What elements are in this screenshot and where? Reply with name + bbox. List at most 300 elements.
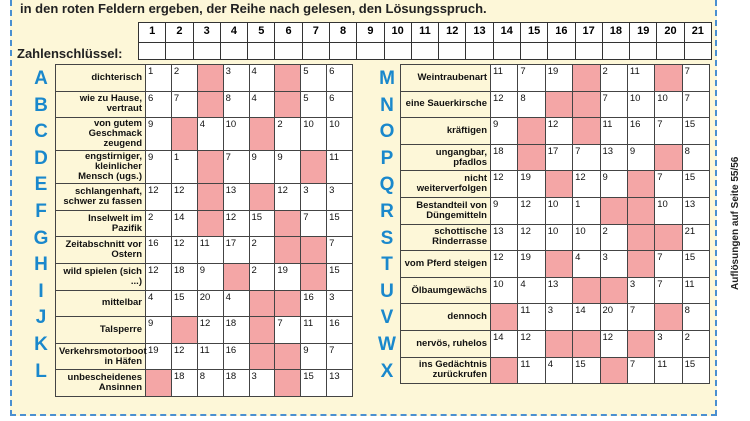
clue-text: Inselwelt im Pazifik	[56, 210, 146, 237]
clue-text: eine Sauerkirsche	[401, 91, 491, 118]
answer-cell[interactable]: 1	[171, 151, 197, 184]
key-solution-cell[interactable]	[439, 43, 466, 60]
solution-cell[interactable]	[197, 65, 223, 92]
clue-row	[401, 357, 710, 384]
answer-cell[interactable]: 15	[301, 370, 327, 397]
solution-cell[interactable]	[600, 197, 627, 224]
solution-cell[interactable]	[301, 151, 327, 184]
row-letter: G	[33, 227, 49, 249]
answer-cell[interactable]: 2	[146, 210, 172, 237]
answer-cell[interactable]: 16	[223, 343, 249, 370]
clue-text: Talsperre	[56, 317, 146, 344]
answer-cell[interactable]: 7	[627, 357, 654, 384]
key-solution-cell[interactable]	[193, 43, 220, 60]
answer-cell[interactable]: 7	[655, 251, 682, 278]
solution-cell[interactable]	[275, 343, 301, 370]
answer-cell[interactable]: 7	[301, 210, 327, 237]
answer-cell[interactable]: 3	[627, 277, 654, 304]
clue-text: ungangbar, pfadlos	[401, 144, 491, 171]
clue-text: nicht weiterverfolgen	[401, 171, 491, 198]
row-letter: J	[35, 307, 47, 329]
answer-cell[interactable]: 14	[491, 330, 518, 357]
key-number: 4	[220, 23, 247, 43]
key-solution-cell[interactable]	[248, 43, 275, 60]
answer-cell[interactable]: 2	[275, 118, 301, 151]
solution-cell[interactable]	[627, 171, 654, 198]
answer-cell[interactable]: 8	[518, 91, 545, 118]
answer-cell[interactable]: 7	[171, 91, 197, 118]
answer-cell[interactable]: 4	[249, 91, 275, 118]
answer-cell[interactable]: 15	[327, 210, 353, 237]
clue-row	[56, 263, 353, 290]
clue-row	[401, 118, 710, 145]
answer-cell[interactable]: 16	[627, 118, 654, 145]
key-number: 10	[384, 23, 411, 43]
answer-cell[interactable]: 8	[682, 304, 709, 331]
solution-cell[interactable]	[545, 91, 572, 118]
clue-text: wild spielen (sich ...)	[56, 263, 146, 290]
row-letter: H	[34, 254, 48, 276]
answer-cell[interactable]: 9	[146, 151, 172, 184]
key-label: Zahlenschlüssel:	[17, 46, 123, 61]
answer-cell[interactable]: 5	[301, 65, 327, 92]
key-number: 13	[466, 23, 493, 43]
key-number: 5	[248, 23, 275, 43]
answer-cell[interactable]: 7	[655, 171, 682, 198]
solution-cell[interactable]	[275, 237, 301, 264]
answer-cell[interactable]: 8	[197, 370, 223, 397]
key-number: 9	[357, 23, 384, 43]
answer-cell[interactable]: 2	[249, 263, 275, 290]
clue-text: Bestandteil von Düngemitteln	[401, 197, 491, 224]
answer-cell[interactable]: 2	[171, 65, 197, 92]
clue-row	[56, 370, 353, 397]
answer-cell[interactable]: 9	[275, 151, 301, 184]
solution-cell[interactable]	[197, 151, 223, 184]
answer-cell[interactable]: 10	[223, 118, 249, 151]
solution-cell[interactable]	[573, 91, 600, 118]
key-solution-cell[interactable]	[411, 43, 438, 60]
answer-cell[interactable]: 11	[491, 65, 518, 92]
answer-cell[interactable]: 7	[275, 317, 301, 344]
solution-cell[interactable]	[197, 184, 223, 211]
answer-cell[interactable]: 7	[327, 237, 353, 264]
row-letter: A	[34, 68, 48, 89]
key-number: 18	[602, 23, 629, 43]
answer-cell[interactable]: 4	[197, 118, 223, 151]
answer-cell[interactable]: 7	[327, 343, 353, 370]
key-solution-cell[interactable]	[630, 43, 657, 60]
clue-text: vom Pferd steigen	[401, 251, 491, 278]
answer-cell[interactable]: 18	[171, 263, 197, 290]
answer-cell[interactable]: 13	[491, 224, 518, 251]
row-letter: D	[34, 147, 48, 169]
answer-cell[interactable]: 11	[327, 151, 353, 184]
solution-cell[interactable]	[655, 304, 682, 331]
answer-cell[interactable]: 4	[146, 290, 172, 317]
answer-cell[interactable]: 6	[146, 91, 172, 118]
answer-cell[interactable]: 17	[545, 144, 572, 171]
answer-cell[interactable]: 15	[682, 171, 709, 198]
clue-row	[401, 251, 710, 278]
clue-row	[401, 277, 710, 304]
row-letter: T	[381, 254, 393, 276]
answer-cell[interactable]: 9	[600, 171, 627, 198]
answer-cell[interactable]: 3	[327, 184, 353, 211]
key-number: 17	[575, 23, 602, 43]
answer-cell[interactable]: 11	[197, 343, 223, 370]
key-number: 12	[439, 23, 466, 43]
answer-cell[interactable]: 7	[223, 151, 249, 184]
answer-cell[interactable]: 7	[573, 144, 600, 171]
answer-cell[interactable]: 4	[573, 251, 600, 278]
key-number: 15	[520, 23, 547, 43]
solution-cell[interactable]	[573, 65, 600, 92]
answer-cell[interactable]: 9	[249, 151, 275, 184]
answer-cell[interactable]: 16	[327, 317, 353, 344]
row-letter: C	[34, 121, 48, 143]
solution-cell[interactable]	[275, 65, 301, 92]
clue-text: dennoch	[401, 304, 491, 331]
answer-cell[interactable]: 11	[197, 237, 223, 264]
answer-cell[interactable]: 18	[223, 370, 249, 397]
answer-cell[interactable]: 9	[146, 118, 172, 151]
answer-cell[interactable]: 15	[171, 290, 197, 317]
answer-cell[interactable]: 12	[171, 343, 197, 370]
solution-cell[interactable]	[275, 290, 301, 317]
solution-cell[interactable]	[275, 210, 301, 237]
clue-text: schottische Rinderrasse	[401, 224, 491, 251]
row-letter: O	[379, 121, 395, 143]
answer-cell[interactable]: 15	[682, 118, 709, 145]
row-letter: P	[380, 147, 394, 169]
row-letter: X	[380, 360, 394, 382]
solution-cell[interactable]	[655, 224, 682, 251]
answer-cell[interactable]: 18	[491, 144, 518, 171]
solution-cell[interactable]	[197, 210, 223, 237]
answer-cell[interactable]: 3	[249, 370, 275, 397]
clue-row	[56, 65, 353, 92]
key-solution-cell[interactable]	[493, 43, 520, 60]
clue-row	[56, 151, 353, 184]
key-solution-cell[interactable]	[548, 43, 575, 60]
solution-cell[interactable]	[627, 224, 654, 251]
answer-cell[interactable]: 9	[146, 317, 172, 344]
answer-cell[interactable]: 3	[223, 65, 249, 92]
solution-cell[interactable]	[655, 144, 682, 171]
solution-cell[interactable]	[518, 118, 545, 145]
answer-cell[interactable]: 12	[518, 330, 545, 357]
solution-cell[interactable]	[573, 118, 600, 145]
answer-cell[interactable]: 17	[223, 237, 249, 264]
clue-text: Ölbaumgewächs	[401, 277, 491, 304]
answer-cell[interactable]: 9	[627, 144, 654, 171]
clue-row	[56, 317, 353, 344]
answer-cell[interactable]: 15	[327, 263, 353, 290]
answer-cell[interactable]: 7	[682, 91, 709, 118]
row-letter: N	[380, 94, 394, 116]
solution-cell[interactable]	[249, 184, 275, 211]
answer-cell[interactable]: 15	[573, 357, 600, 384]
answer-cell[interactable]: 4	[223, 290, 249, 317]
key-number: 8	[329, 23, 356, 43]
answer-cell[interactable]: 3	[301, 184, 327, 211]
row-letter: M	[379, 68, 395, 89]
clue-row	[56, 210, 353, 237]
answer-cell[interactable]: 16	[146, 237, 172, 264]
answer-cell[interactable]: 19	[275, 263, 301, 290]
answer-cell[interactable]: 10	[545, 224, 572, 251]
answer-cell[interactable]: 8	[682, 144, 709, 171]
solution-cell[interactable]	[573, 277, 600, 304]
answer-cell[interactable]: 10	[655, 91, 682, 118]
solution-cell[interactable]	[146, 370, 172, 397]
row-letter: S	[380, 227, 394, 249]
key-number: 3	[193, 23, 220, 43]
right-clue-grid	[400, 64, 710, 384]
answer-cell[interactable]: 13	[327, 370, 353, 397]
key-solution-cell[interactable]	[302, 43, 329, 60]
answer-cell[interactable]: 19	[545, 65, 572, 92]
answer-cell[interactable]: 20	[197, 290, 223, 317]
clue-text: Weintraubenart	[401, 65, 491, 92]
answer-cell[interactable]: 16	[301, 290, 327, 317]
answer-cell[interactable]: 7	[518, 65, 545, 92]
answer-cell[interactable]: 3	[545, 304, 572, 331]
key-number: 11	[411, 23, 438, 43]
instruction-text: in den roten Feldern ergeben, der Reihe nach gelesen, den Lösungsspruch.	[20, 1, 487, 16]
answer-cell[interactable]: 19	[518, 171, 545, 198]
answer-cell[interactable]: 12	[223, 210, 249, 237]
answer-cell[interactable]: 10	[301, 118, 327, 151]
key-number: 2	[166, 23, 193, 43]
key-solution-cell[interactable]	[466, 43, 493, 60]
answer-cell[interactable]: 20	[600, 304, 627, 331]
answer-cell[interactable]: 12	[491, 251, 518, 278]
answer-cell[interactable]: 9	[301, 343, 327, 370]
number-key-table	[138, 22, 712, 60]
solution-cell[interactable]	[600, 357, 627, 384]
clue-text: engstirniger, kleinlicher Mensch (ugs.)	[56, 151, 146, 184]
clue-row	[401, 304, 710, 331]
answer-cell[interactable]: 7	[627, 304, 654, 331]
solution-cell[interactable]	[627, 330, 654, 357]
solution-cell[interactable]	[518, 144, 545, 171]
answer-cell[interactable]: 7	[600, 91, 627, 118]
answer-cell[interactable]: 2	[600, 65, 627, 92]
answer-cell[interactable]: 11	[518, 304, 545, 331]
key-solution-cell[interactable]	[357, 43, 384, 60]
key-number: 7	[302, 23, 329, 43]
solution-cell[interactable]	[301, 237, 327, 264]
key-solution-cell[interactable]	[520, 43, 547, 60]
right-letter-column	[375, 66, 399, 385]
left-letter-column	[29, 66, 53, 385]
clue-row	[56, 184, 353, 211]
row-letter: L	[35, 360, 47, 382]
key-solution-cell[interactable]	[575, 43, 602, 60]
answer-cell[interactable]: 9	[197, 263, 223, 290]
answer-cell[interactable]: 11	[518, 357, 545, 384]
key-number: 6	[275, 23, 302, 43]
solution-cell[interactable]	[249, 343, 275, 370]
answer-cell[interactable]: 2	[600, 224, 627, 251]
answer-cell[interactable]: 12	[545, 118, 572, 145]
answer-cell[interactable]: 11	[627, 65, 654, 92]
row-letter: V	[380, 307, 394, 329]
answer-cell[interactable]: 19	[518, 251, 545, 278]
answer-cell[interactable]: 11	[682, 277, 709, 304]
clue-text: schlangenhaft, schwer zu fassen	[56, 184, 146, 211]
clue-row	[56, 237, 353, 264]
solution-cell[interactable]	[223, 263, 249, 290]
answer-cell[interactable]: 12	[146, 263, 172, 290]
solution-cell[interactable]	[249, 118, 275, 151]
solution-cell[interactable]	[600, 277, 627, 304]
answer-cell[interactable]: 12	[146, 184, 172, 211]
answer-cell[interactable]: 10	[327, 118, 353, 151]
answer-cell[interactable]: 13	[223, 184, 249, 211]
answer-cell[interactable]: 15	[249, 210, 275, 237]
answer-cell[interactable]: 1	[573, 197, 600, 224]
answer-cell[interactable]: 12	[491, 91, 518, 118]
answer-cell[interactable]: 12	[171, 237, 197, 264]
solution-cell[interactable]	[545, 251, 572, 278]
answer-cell[interactable]: 9	[491, 197, 518, 224]
solution-cell[interactable]	[249, 290, 275, 317]
clue-text: ins Gedächtnis zurückrufen	[401, 357, 491, 384]
key-number: 1	[139, 23, 166, 43]
answer-cell[interactable]: 7	[682, 65, 709, 92]
clue-text: wie zu Hause, vertraut	[56, 91, 146, 118]
answer-cell[interactable]: 13	[600, 144, 627, 171]
clue-row	[401, 224, 710, 251]
answer-cell[interactable]: 12	[600, 330, 627, 357]
row-letter: B	[34, 94, 48, 116]
answer-cell[interactable]: 12	[518, 197, 545, 224]
key-solution-cell[interactable]	[602, 43, 629, 60]
answer-cell[interactable]: 10	[655, 197, 682, 224]
key-number: 19	[630, 23, 657, 43]
answer-cell[interactable]: 12	[573, 171, 600, 198]
answer-cell[interactable]: 3	[327, 290, 353, 317]
answer-cell[interactable]: 5	[301, 91, 327, 118]
answer-cell[interactable]: 7	[655, 118, 682, 145]
answer-cell[interactable]: 13	[682, 197, 709, 224]
solution-cell[interactable]	[171, 317, 197, 344]
clue-row	[401, 330, 710, 357]
row-letter: F	[35, 200, 47, 222]
answer-cell[interactable]: 11	[655, 357, 682, 384]
answer-cell[interactable]: 8	[223, 91, 249, 118]
clue-row	[401, 197, 710, 224]
clue-text: kräftigen	[401, 118, 491, 145]
solution-cell[interactable]	[301, 263, 327, 290]
answer-cell[interactable]: 6	[327, 91, 353, 118]
key-solution-cell[interactable]	[329, 43, 356, 60]
solution-cell[interactable]	[171, 118, 197, 151]
answer-cell[interactable]: 10	[545, 197, 572, 224]
answer-cell[interactable]: 10	[627, 91, 654, 118]
key-solution-cell[interactable]	[684, 43, 711, 60]
answer-cell[interactable]: 18	[223, 317, 249, 344]
answer-cell[interactable]: 12	[197, 317, 223, 344]
clue-text: von gutem Geschmack zeugend	[56, 118, 146, 151]
row-letter: W	[378, 333, 396, 355]
answer-cell[interactable]: 1	[146, 65, 172, 92]
clue-row	[56, 118, 353, 151]
clue-row	[56, 343, 353, 370]
clue-text: Verkehrsmotorboot in Häfen	[56, 343, 146, 370]
solution-cell[interactable]	[573, 330, 600, 357]
solution-cell[interactable]	[545, 171, 572, 198]
key-solution-cell[interactable]	[166, 43, 193, 60]
answer-cell[interactable]: 4	[249, 65, 275, 92]
answer-cell[interactable]: 12	[518, 224, 545, 251]
solution-cell[interactable]	[275, 370, 301, 397]
answer-cell[interactable]: 11	[301, 317, 327, 344]
answer-cell[interactable]: 15	[682, 357, 709, 384]
answer-cell[interactable]: 12	[275, 184, 301, 211]
solution-cell[interactable]	[627, 251, 654, 278]
answer-cell[interactable]: 4	[545, 357, 572, 384]
row-letter: R	[380, 200, 394, 222]
answer-cell[interactable]: 15	[682, 251, 709, 278]
answer-cell[interactable]: 6	[327, 65, 353, 92]
answer-cell[interactable]: 21	[682, 224, 709, 251]
key-solution-cell[interactable]	[657, 43, 684, 60]
clue-text: nervös, ruhelos	[401, 330, 491, 357]
key-solution-cell[interactable]	[220, 43, 247, 60]
answer-cell[interactable]: 4	[518, 277, 545, 304]
key-solution-cell[interactable]	[139, 43, 166, 60]
solution-cell[interactable]	[627, 197, 654, 224]
solution-cell[interactable]	[249, 317, 275, 344]
answer-cell[interactable]: 18	[171, 370, 197, 397]
answer-cell[interactable]: 14	[171, 210, 197, 237]
answer-cell[interactable]: 10	[573, 224, 600, 251]
solution-cell[interactable]	[545, 330, 572, 357]
answer-cell[interactable]: 9	[491, 118, 518, 145]
key-solution-cell[interactable]	[384, 43, 411, 60]
answer-cell[interactable]: 14	[573, 304, 600, 331]
row-letter: Q	[379, 174, 395, 196]
answer-cell[interactable]: 12	[491, 171, 518, 198]
solution-cell[interactable]	[491, 304, 518, 331]
answer-cell[interactable]: 13	[545, 277, 572, 304]
clue-text: mittelbar	[56, 290, 146, 317]
solution-cell[interactable]	[655, 65, 682, 92]
clue-row	[401, 171, 710, 198]
key-solution-cell[interactable]	[275, 43, 302, 60]
answer-cell[interactable]: 2	[682, 330, 709, 357]
answer-cell[interactable]: 3	[600, 251, 627, 278]
answer-cell[interactable]: 19	[146, 343, 172, 370]
clue-text: Zeitabschnitt vor Ostern	[56, 237, 146, 264]
clue-row	[56, 91, 353, 118]
solution-cell[interactable]	[197, 91, 223, 118]
answer-cell[interactable]: 7	[655, 277, 682, 304]
answer-cell[interactable]: 12	[171, 184, 197, 211]
answer-cell[interactable]: 3	[655, 330, 682, 357]
clue-row	[401, 65, 710, 92]
answer-cell[interactable]: 11	[600, 118, 627, 145]
solution-cell[interactable]	[275, 91, 301, 118]
solution-cell[interactable]	[491, 357, 518, 384]
key-number: 14	[493, 23, 520, 43]
answer-cell[interactable]: 10	[491, 277, 518, 304]
answer-cell[interactable]: 2	[249, 237, 275, 264]
